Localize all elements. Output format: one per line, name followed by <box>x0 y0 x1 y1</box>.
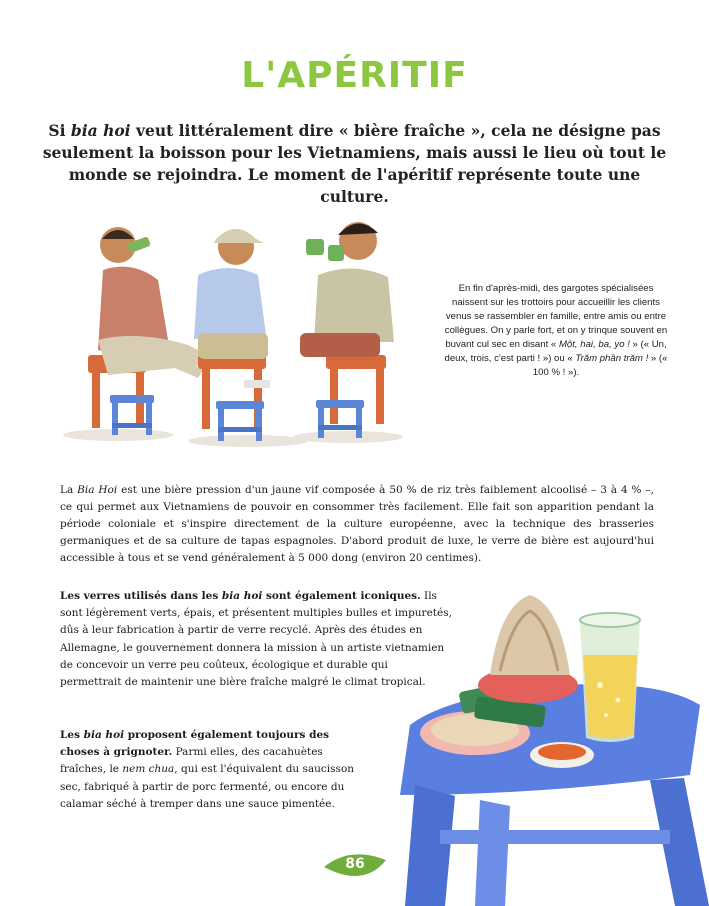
body1-term: Bia Hoi <box>77 484 118 496</box>
caption-toast-vietnamese: Một, hai, ba, yo ! <box>558 339 630 350</box>
body2-lead: Les verres utilisés dans les <box>60 590 222 602</box>
body1-text: La <box>60 484 78 496</box>
illustration-caption <box>440 282 672 380</box>
caption-toast-vietnamese-2: Trăm phần trăm ! <box>575 353 649 364</box>
body2-lead-cont: sont également iconiques. <box>262 590 421 602</box>
bia-hoi-paragraph <box>60 482 654 567</box>
body3-text: Parmi elles, des cacahuètes fraîches, le <box>60 746 323 776</box>
intro-text-cont: veut littéralement dire « bière fraîche », cela ne désigne pas seulement la boisson pour les Vietnamiens, mais aussi le lieu où tout le monde se rejoindra. Le moment de l'apéritif représente toute une culture. <box>42 121 667 206</box>
snacks-and-beer-illustration <box>380 575 709 906</box>
body3-term: bia hoi <box>83 729 125 741</box>
body3-lead: Les <box>60 729 84 741</box>
caption-text-cont: » (« Un, deux, trois, c'est parti ! ») ou « <box>444 339 667 364</box>
intro-term: bia hoi <box>70 121 131 140</box>
beer-glass <box>580 613 640 742</box>
snacks-paragraph <box>60 727 372 813</box>
caption-text: En fin d'après-midi, des gargotes spécialisées naissent sur les trottoirs pour accueillir les clients venus se rassembler en famille, entre amis ou entre collègues. On y parle fort, et on y trinque souvent en buvant cul sec en disant « <box>444 283 668 350</box>
caption-text-end: » (« 100 % ! »). <box>532 353 668 378</box>
body3-lead-cont: proposent également toujours des choses à grignoter. <box>60 729 330 759</box>
intro-text: Si <box>48 121 71 140</box>
body2-text: Ils sont légèrement verts, épais, et présentent multiples bulles et impuretés, dûs à leur fabrication à partir de verre recyclé. Après des études en Allemagne, le gouvernement donnera la mission à un artiste vietnamien de concevoir un verre peu coûteux, écologique et durable qui permettrait de maintenir une bière fraîche malgré le climat tropical. <box>60 590 452 689</box>
men-toasting-illustration <box>48 205 420 470</box>
body2-term: bia hoi <box>221 590 263 602</box>
page-title: L'APÉRITIF <box>241 55 468 96</box>
body3-term-nem-chua: nem chua <box>122 763 175 776</box>
man-middle-figure <box>194 229 270 441</box>
man-right-figure <box>300 222 394 438</box>
man-left-figure <box>88 227 208 435</box>
body1-text-cont: est une bière pression d'un jaune vif composée à 50 % de riz très faiblement alcoolisé – 3 à 4 % –, ce qui permet aux Vietnamiens de pouvoir en consommer très facilement. Elle fait son apparition pendant la période coloniale et s'inspire directement de la culture européenne, avec la technique des brasseries germaniques et de sa culture de tapas espagnoles. D'abord produit de luxe, le verre de bière est aujourd'hui accessible à tous et se vend généralement à 5 000 dong (environ 20 centimes). <box>60 484 654 564</box>
body3-text-end: , qui est l'équivalent du saucisson sec, fabriqué à partir de porc fermenté, ou encore du calamar séché à tremper dans une sauce pimentée. <box>60 763 355 810</box>
intro-paragraph <box>40 120 669 208</box>
page-number: 86 <box>345 856 365 872</box>
